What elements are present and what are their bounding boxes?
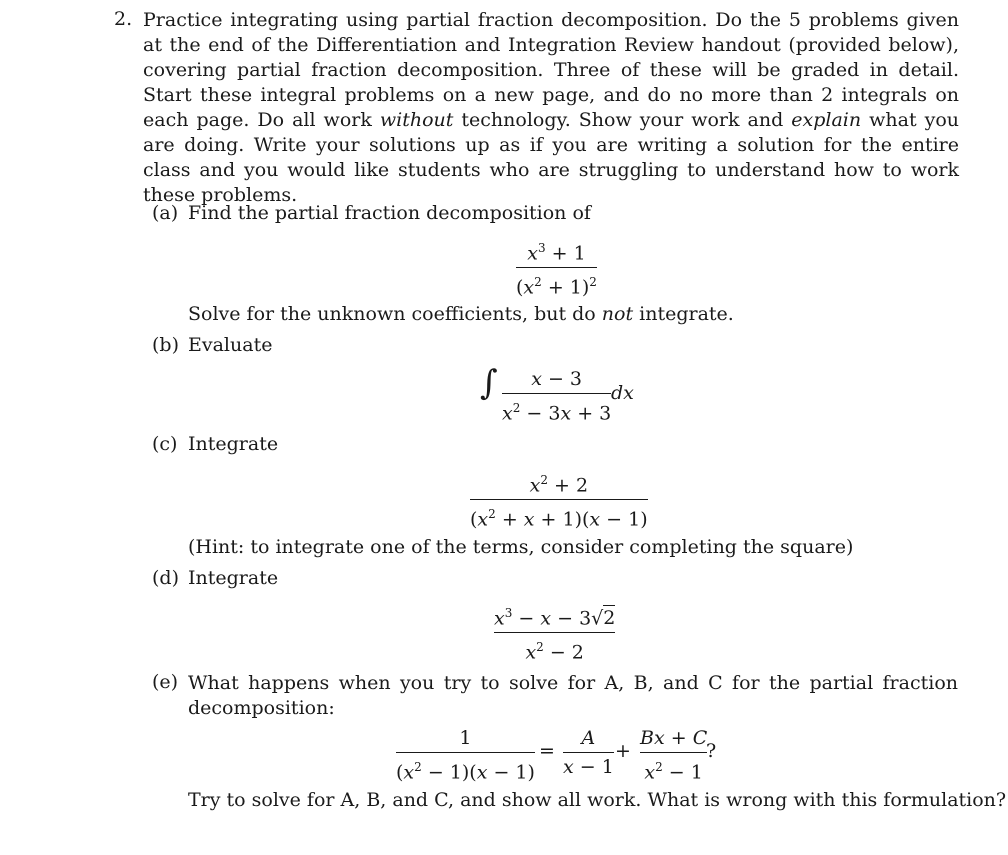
intro-text-1: Practice integrating using partial fraction decomposition. Do the 5 problems given at the end of the Differentiation and Integration Review handout (provided below), covering partial fraction decomposition. Three of these will be graded in detail. Start these integral problems on a new page, and do no more than 2 integrals on each page. Do all work bbox=[143, 9, 959, 131]
part-b-label: (b) bbox=[152, 334, 179, 356]
part-d-fraction: $x^3 - x - 3√2$ $x^2 - 2$ bbox=[494, 606, 616, 664]
intro-emph-without: without bbox=[379, 109, 454, 131]
part-a-instruction-2: integrate. bbox=[633, 303, 734, 325]
part-e-label: (e) bbox=[152, 671, 179, 693]
part-a-fraction: $x^3 + 1$ $(x^2 + 1)^2$ bbox=[516, 241, 597, 299]
part-a-label: (a) bbox=[152, 202, 179, 224]
part-c-fraction: $x^2 + 2$ $(x^2 + x + 1)(x - 1)$ bbox=[470, 473, 648, 531]
problem-number: 2. bbox=[114, 8, 133, 30]
part-a-instruction bbox=[188, 303, 734, 325]
part-e-lhs-fraction: 1 $(x^2 - 1)(x - 1)$ bbox=[396, 727, 535, 784]
part-c-hint: (Hint: to integrate one of the terms, consider completing the square) bbox=[188, 536, 854, 558]
part-e-fraction-bc: Bx + C $x^2 - 1$ bbox=[640, 727, 708, 784]
intro-text-2: technology. Show your work and bbox=[453, 109, 792, 131]
question-mark: ? bbox=[706, 740, 717, 762]
part-e-prompt: What happens when you try to solve for A, B, and C for the partial fraction decomposition: bbox=[188, 672, 958, 719]
plus-sign: + bbox=[615, 740, 631, 762]
part-a-prompt: Find the partial fraction decomposition of bbox=[188, 202, 591, 224]
part-c-label: (c) bbox=[152, 433, 178, 455]
part-e-fraction-a: A x − 1 bbox=[563, 727, 614, 778]
integral-sign: ∫ bbox=[480, 363, 498, 403]
part-b-prompt: Evaluate bbox=[188, 334, 273, 356]
part-a-instruction-not: not bbox=[601, 303, 634, 325]
part-e-followup: Try to solve for A, B, and C, and show all work. What is wrong with this formulation? bbox=[188, 789, 1007, 811]
part-b-fraction: x − 3 $x^2 - 3x + 3$ bbox=[502, 368, 612, 425]
part-c-prompt: Integrate bbox=[188, 433, 279, 455]
differential-dx: dx bbox=[611, 382, 634, 404]
part-a-instruction-1: Solve for the unknown coefficients, but do bbox=[188, 303, 602, 325]
intro-text-3: what you are doing. Write your solutions up as if you are writing a solution for the entire class and you would like students who are struggling to understand how to work these problems. bbox=[143, 109, 960, 206]
problem-intro bbox=[143, 8, 959, 208]
part-d-prompt: Integrate bbox=[188, 567, 279, 589]
equals-sign: = bbox=[539, 740, 555, 762]
part-d-label: (d) bbox=[152, 567, 179, 589]
intro-emph-explain: explain bbox=[791, 109, 862, 131]
